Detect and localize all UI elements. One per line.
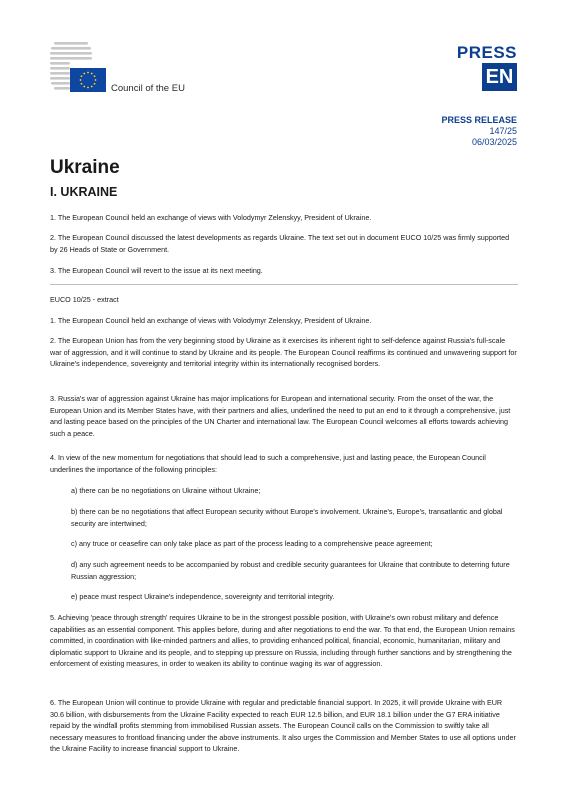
- intro-paragraph-2: 2. The European Council discussed the latest developments as regards Ukraine. The text set out in document EUCO 10/25 was firmly supported by 26 Heads of State or Government.: [50, 233, 510, 254]
- eu-star-icon: [95, 79, 97, 81]
- organization-name: Council of the EU: [111, 83, 185, 94]
- section-heading: I. UKRAINE: [50, 185, 118, 199]
- principle-b: b) there can be no negotiations that affect European security without Europe's involvement. Ukraine's, Europe's, transatlantic and global security are intertwined;: [71, 507, 503, 528]
- council-logo-icon: [50, 40, 110, 95]
- eu-star-icon: [83, 86, 85, 88]
- eu-star-icon: [94, 83, 96, 85]
- eu-star-icon: [94, 75, 96, 77]
- press-label: PRESS: [456, 43, 517, 62]
- eu-star-icon: [80, 79, 82, 81]
- closing-paragraph-6: 6. The European Union will continue to provide Ukraine with regular and predictable financial support. In 2025, it will provide Ukraine with EUR 30.6 billion, with disbursements from the Ukraine Facility expected to reach EUR 12.5 billion, and EUR 18.1 billion under the G7 ERA initiative repaid by the windfall profits stemming from immobilised Russian assets. The European Council calls on the Commission to swiftly take all necessary measures to frontload financing under the above instruments. It also urges the Commission and Member States to use all options under the Ukraine Facility to increase financial support to Ukraine.: [50, 698, 516, 753]
- press-badge: [457, 44, 517, 91]
- extract-label: EUCO 10/25 - extract: [50, 295, 119, 304]
- eu-star-icon: [81, 83, 83, 85]
- release-label: PRESS RELEASE: [441, 115, 517, 125]
- closing-paragraph-5: 5. Achieving 'peace through strength' requires Ukraine to be in the strongest possible position, with Ukraine's own robust military and defence capabilities as an essential component. This applies before, during and after negotiations to end the war. To that end, the European Union remains committed, in coordination with like-minded partners and allies, to providing enhanced political, financial, economic, humanitarian, military and diplomatic support to Ukraine and its people, and to stepping up pressure on Russia, including through further sanctions and by strengthening the enforcement of existing measures, in order to weaken its ability to continue waging its war of aggression.: [50, 613, 515, 668]
- eu-star-icon: [81, 75, 83, 77]
- extract-paragraph-1: 1. The European Council held an exchange of views with Volodymyr Zelenskyy, President of Ukraine.: [50, 316, 372, 325]
- language-badge: EN: [482, 63, 517, 91]
- eu-star-icon: [91, 86, 93, 88]
- section-divider: [50, 284, 518, 285]
- eu-star-icon: [91, 73, 93, 75]
- release-info: [441, 115, 517, 148]
- principle-c: c) any truce or ceasefire can only take place as part of the process leading to a comprehensive peace agreement;: [71, 539, 433, 548]
- intro-paragraph-1: 1. The European Council held an exchange of views with Volodymyr Zelenskyy, President of Ukraine.: [50, 213, 372, 222]
- extract-paragraph-4: 4. In view of the new momentum for negotiations that should lead to such a comprehensive, just and lasting peace, the European Council underlines the importance of the following principles:: [50, 453, 486, 474]
- principle-d: d) any such agreement needs to be accompanied by robust and credible security guarantees for Ukraine that contribute to deterring future Russian aggression;: [71, 560, 510, 581]
- principle-e: e) peace must respect Ukraine's independence, sovereignty and territorial integrity.: [71, 592, 335, 601]
- extract-paragraph-2: 2. The European Union has from the very beginning stood by Ukraine as it exercises its inherent right to self-defence against Russia's full-scale war of aggression, and it will continue to stand by Ukraine and its people. The European Council reaffirms its continued and unwavering support for Ukraine's independence, sovereignty and territorial integrity within its internationally recognised borders.: [50, 336, 517, 368]
- eu-star-icon: [83, 73, 85, 75]
- extract-paragraph-3: 3. Russia's war of aggression against Ukraine has major implications for European and international security. From the onset of the war, the European Union and its Member States have, with their partners and allies, underlined the need to put an end to it through a comprehensive, just and lasting peace based on the principles of the UN Charter and international law. The European Council welcomes all efforts towards achieving such a peace.: [50, 394, 511, 438]
- eu-star-icon: [87, 87, 89, 89]
- principle-a: a) there can be no negotiations on Ukraine without Ukraine;: [71, 486, 261, 495]
- document-title: Ukraine: [50, 157, 120, 178]
- release-date: 06/03/2025: [471, 137, 517, 147]
- eu-star-icon: [87, 72, 89, 74]
- release-number: 147/25: [489, 126, 517, 136]
- intro-paragraph-3: 3. The European Council will revert to the issue at its next meeting.: [50, 266, 263, 275]
